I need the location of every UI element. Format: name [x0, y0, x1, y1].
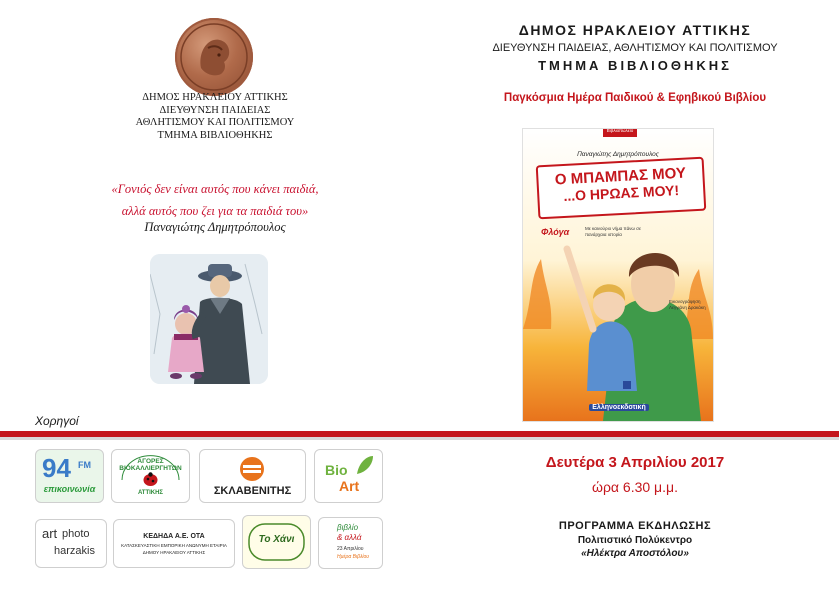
event-title: Παγκόσμια Ημέρα Παιδικού & Εφηβικού Βιβλίου	[503, 92, 767, 104]
sponsor-biblio-logo	[318, 517, 383, 569]
quote-author: Παναγιώτης Δημητρόπουλος	[144, 220, 286, 234]
book-publisher: Ελληνοεκδοτική	[589, 404, 649, 411]
program-venue-name: «Ηλέκτρα Αποστόλου»	[581, 548, 689, 559]
agores-name: ΑΓΟΡΕΣ ΒΙΟΚΑΛΛΙΕΡΓΗΤΩΝ	[119, 458, 182, 472]
sponsor-bioart-logo	[314, 449, 383, 503]
sponsors-label: Χορηγοί	[35, 414, 79, 428]
quote-line: «Γονιός δεν είναι αυτός που κάνει παιδιά,	[111, 182, 319, 196]
bioart-art: Art	[339, 478, 360, 494]
illustration-image	[150, 254, 268, 384]
sponsor-artphoto-logo	[35, 519, 107, 568]
program-title: ΠΡΟΓΡΑΜΜΑ ΕΚΔΗΛΩΣΗΣ	[558, 520, 712, 532]
kedhda-desc: ΚΑΤΑΣΚΕΥΑΣΤΙΚΗ ΕΜΠΟΡΙΚΗ ΑΝΩΝΥΜΗ ΕΤΑΙΡΙΑ	[121, 542, 227, 548]
quote-line: αλλά αυτός που ζει για τα παιδιά του»	[121, 204, 309, 218]
father-child-illustration	[150, 254, 268, 384]
sponsor-toxani-logo	[242, 515, 311, 569]
right-org-section: ΤΜΗΜΑ ΒΙΒΛΙΟΘΗΚΗΣ	[538, 58, 732, 73]
right-org-department: ΔΙΕΥΘΥΝΣΗ ΠΑΙΔΕΙΑΣ, ΑΘΛΗΤΙΣΜΟΥ ΚΑΙ ΠΟΛΙΤΙΣΜΟΥ	[492, 42, 778, 54]
artphoto-art: art	[42, 526, 58, 541]
event-time: ώρα 6.30 μ.μ.	[592, 479, 678, 495]
grey-divider-band	[0, 437, 839, 440]
book-title-line: Ο ΜΠΑΜΠΑΣ ΜΟΥ	[554, 164, 687, 189]
leaf-icon	[355, 454, 375, 476]
left-org-line: ΑΘΛΗΤΙΣΜΟΥ ΚΑΙ ΠΟΛΙΤΙΣΜΟΥ	[135, 117, 295, 128]
kedhda-municipality: ΔΗΜΟΥ ΗΡΑΚΛΕΙΟΥ ΑΤΤΙΚΗΣ	[142, 549, 206, 555]
sponsor-agores-logo	[111, 449, 190, 503]
right-org-title: ΔΗΜΟΣ ΗΡΑΚΛΕΙΟΥ ΑΤΤΙΚΗΣ	[518, 22, 752, 38]
book-tagline: Με καινούριο νήμα πάνω σε πανάρχαια ιστορία	[585, 226, 641, 237]
book-title-box	[536, 157, 707, 220]
event-date: Δευτέρα 3 Απριλίου 2017	[545, 454, 725, 471]
program-venue: Πολιτιστικό Πολύκεντρο	[577, 535, 693, 546]
bioart-bio: Bio	[325, 462, 348, 478]
toxani-name: Το Χάνι	[258, 534, 295, 545]
biblio-date: 23 Απριλίου	[337, 546, 364, 552]
biblio-line: & αλλά	[337, 533, 362, 542]
sponsor-94fm-logo	[35, 449, 104, 503]
book-cover	[522, 128, 714, 422]
sklavenitis-name: ΣΚΛΑΒΕΝΙΤΗΣ	[213, 485, 292, 497]
sklavenitis-emblem-icon	[237, 455, 267, 483]
radio-number: 94	[42, 453, 71, 483]
left-org-line: ΤΜΗΜΑ ΒΙΒΛΙΟΘΗΚΗΣ	[157, 129, 273, 141]
sponsor-sklavenitis-logo	[199, 449, 306, 503]
biblio-day: Ημέρα Βιβλίου	[337, 554, 370, 560]
book-illustrator: Εικονογράφηση Λεγγιάνη Δρακάκη	[669, 299, 706, 310]
book-title-line: ...Ο ΗΡΩΑΣ ΜΟΥ!	[563, 181, 680, 205]
sponsor-kedhda-logo	[113, 519, 235, 568]
left-organization-block	[120, 92, 310, 142]
radio-name: επικοινωνία	[43, 484, 96, 494]
hercules-head-icon	[175, 18, 253, 96]
biblio-line: βιβλίο	[337, 523, 359, 532]
book-publisher-tab: Βιβλιοπωλείο	[606, 128, 634, 133]
municipality-seal-logo	[175, 18, 253, 96]
artphoto-name: harzakis	[54, 545, 95, 557]
kedhda-name: ΚΕΔΗΔΑ Α.Ε. ΟΤΑ	[143, 532, 205, 540]
agores-region: ΑΤΤΙΚΗΣ	[137, 490, 164, 496]
left-org-line: ΔΙΕΥΘΥΝΣΗ ΠΑΙΔΕΙΑΣ	[159, 104, 271, 116]
left-org-line: ΔΗΜΟΣ ΗΡΑΚΛΕΙΟΥ ΑΤΤΙΚΗΣ	[142, 92, 288, 103]
quote-block	[60, 178, 370, 222]
book-author: Παναγιώτης Δημητρόπουλος	[577, 151, 659, 158]
book-award: Φλόγα	[541, 227, 570, 237]
radio-fm: FM	[78, 460, 91, 470]
artphoto-photo: photo	[62, 528, 90, 540]
